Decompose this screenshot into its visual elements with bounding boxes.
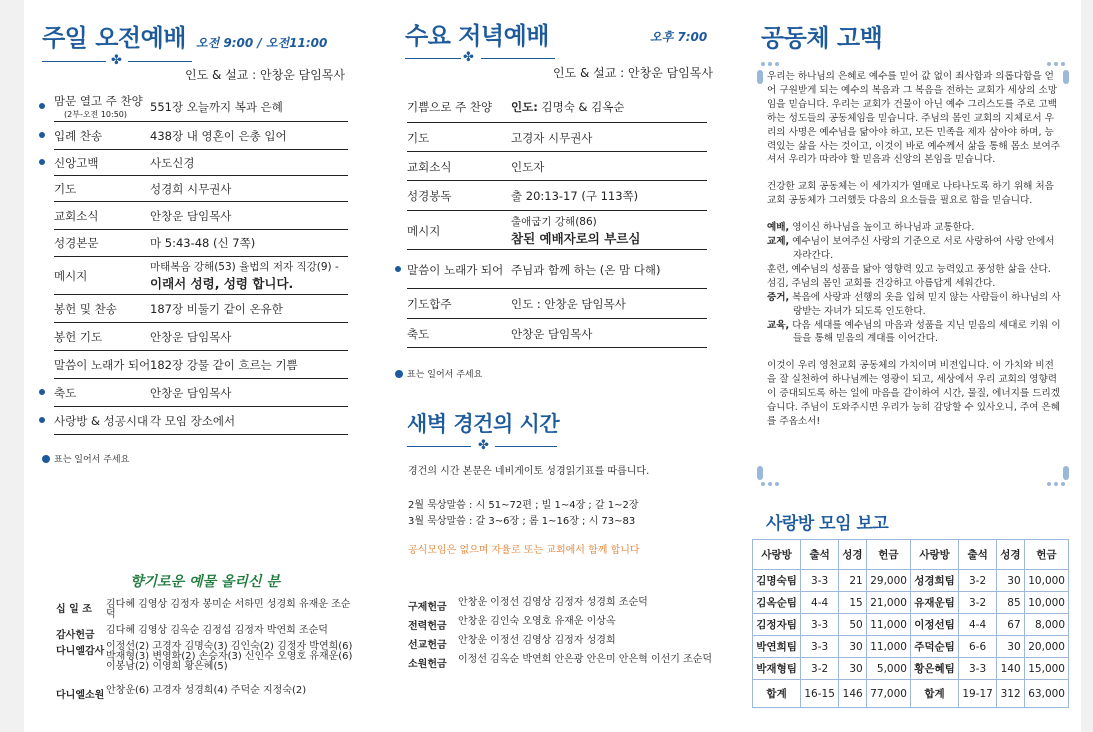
order-label <box>54 379 76 406</box>
confession-item <box>767 319 1063 347</box>
confession-paragraph-1: 우리는 하나님의 은혜로 예수를 믿어 값 없이 죄사함과 의롭다함을 얻어 구원받게 되는 예수의 복음과 그 복음을 전하는 교회가 세상의 소망임을 믿습니다. 우리는 교회가 건물이 아닌 예수 그리스도를 주로 고백하는 성도들의 공동체임을 믿습니다. 주님의 몸인 교회의 지체로서 우리의 사명은 예수님을 닮아야 하고, 모든 민족을 제자 삼아야 하며, 능력있는 삶을 사는 것이고, 이것이 바로 예수께서 삶을 통해 몸소 보여주셔서 우리가 따라야 할 믿음과 신앙의 본임을 믿습니다. <box>767 71 1061 166</box>
order-value-text: 안창운 담임목사 <box>150 208 232 223</box>
order-value <box>511 92 624 122</box>
report-row <box>753 636 1069 658</box>
wednesday-order-row <box>407 153 707 181</box>
confession-item-key: 교육, <box>767 319 790 331</box>
sunday-order-row <box>54 122 348 150</box>
confession-item-text: 훈련, 예수님의 성품을 닮아 영향력 있고 능력있고 풍성한 삶을 산다. <box>767 263 1051 275</box>
report-cell: 김옥순팀 <box>753 592 801 614</box>
report-header-cell: 출석 <box>801 540 839 570</box>
order-label <box>54 150 98 175</box>
report-header-row <box>753 540 1069 570</box>
order-label: 메시지 <box>407 223 441 238</box>
order-value-text: 인도 : 안창운 담임목사 <box>511 297 626 311</box>
frame-dots <box>1047 482 1065 486</box>
confession-item-text: 예수님이 보여주신 사랑의 기준으로 서로 사랑하여 사랑 안에서 자라간다. <box>789 236 1055 261</box>
report-row <box>753 570 1069 592</box>
frame-pill <box>757 70 763 84</box>
report-cell: 312 <box>997 680 1025 708</box>
report-cell: 김정자팀 <box>753 614 801 636</box>
order-value-text: 안창운 담임목사 <box>511 326 593 341</box>
sunday-order-row <box>54 351 348 379</box>
report-cell: 김명숙팀 <box>753 570 801 592</box>
sunday-order-row <box>54 150 348 176</box>
report-cell: 140 <box>997 658 1025 680</box>
report-header-cell: 헌금 <box>1024 540 1068 570</box>
order-label-text: 성경본문 <box>54 236 99 250</box>
sunday-order-row <box>54 257 348 295</box>
confession-item-text: 영이신 하나님을 높이고 하나님과 교통한다. <box>789 222 975 234</box>
report-cell: 3-2 <box>801 658 839 680</box>
sunday-preacher: 인도 & 설교 : 안창운 담임목사 <box>185 68 345 82</box>
report-cell: 3-3 <box>801 636 839 658</box>
frame-dots <box>1047 62 1065 66</box>
sunday-order-row <box>54 230 348 257</box>
order-value-text: 187장 비둘기 같이 온유한 <box>150 301 283 316</box>
order-value-lead: 인도: <box>511 100 538 114</box>
confession-item-text: 복음에 사랑과 선행의 옷을 입혀 믿지 않는 사람들이 하나님의 사랑받는 자녀가 되도록 인도한다. <box>789 291 1061 317</box>
order-label-text: 메시지 <box>54 268 88 283</box>
order-value-text: 안창운 담임목사 <box>150 329 232 344</box>
offerings-list <box>408 598 728 674</box>
sunday-note <box>42 452 129 465</box>
order-value <box>150 257 339 294</box>
order-value-text: 출애굽기 강해(86) <box>511 216 597 228</box>
report-cell: 10,000 <box>1024 570 1068 592</box>
confession-item-key: 교제, <box>767 236 790 248</box>
frame-dots <box>761 482 779 486</box>
report-cell: 8,000 <box>1024 614 1068 636</box>
report-cell: 합계 <box>753 680 801 708</box>
order-value-text: 출 20:13-17 (구 113쪽) <box>511 189 639 203</box>
report-cell: 성경희팀 <box>910 570 958 592</box>
sunday-order-row <box>54 379 348 407</box>
offering-row <box>408 597 728 613</box>
confession-paragraph-3: 이것이 우리 영천교회 공동체의 가치이며 비전입니다. 이 가치와 비전을 잘 실천하여 하나님께는 영광이 되고, 세상에서 우리 교회의 영향력이 증대되도록 하는 일에 마음을 같이하여 시간, 물질, 에너지를 드리겠습니다. 주님이 도와주시면 우리가 능히 감당할 수 있사오니, 주여 은혜를 주옵소서! <box>767 360 1061 427</box>
confession-title: 공동체 고백 <box>761 24 883 52</box>
order-value <box>150 230 255 256</box>
wednesday-preacher: 인도 & 설교 : 안창운 담임목사 <box>553 66 713 80</box>
divider-ornament <box>405 50 555 65</box>
giver-row <box>56 685 356 701</box>
giver-row <box>56 600 356 620</box>
report-cell: 합계 <box>910 680 958 708</box>
order-label <box>54 230 98 256</box>
wednesday-title: 수요 저녁예배 <box>405 22 549 50</box>
frame-pill <box>757 466 763 480</box>
order-label <box>54 176 76 201</box>
report-cell: 황은혜팀 <box>910 658 958 680</box>
order-label-text: 신앙고백 <box>54 155 99 170</box>
dawn-line2: 2월 묵상말씀 : 시 51~72편 ; 빌 1~4장 ; 갈 1~2장 <box>408 500 639 511</box>
offering-category: 소원헌금 <box>408 659 447 670</box>
report-cell: 11,000 <box>866 636 910 658</box>
offering-names: 안창운 김인숙 오영호 유재운 이상옥 <box>458 616 616 627</box>
confession-item <box>767 221 1063 235</box>
order-value-emphasis: 이래서 성령, 성령 합니다. <box>150 276 294 291</box>
confession-item <box>767 235 1063 263</box>
offering-category: 전력헌금 <box>408 621 447 632</box>
report-cell: 16-15 <box>801 680 839 708</box>
confession-item <box>767 263 1063 277</box>
offering-names: 안창운 이정선 김영상 김정자 성경희 <box>458 635 616 646</box>
order-label-text: 교회소식 <box>54 208 99 223</box>
order-value <box>511 182 638 210</box>
sunday-order-row <box>54 407 348 435</box>
givers-list <box>56 600 356 702</box>
report-cell: 3-3 <box>801 570 839 592</box>
dawn-line3: 3월 묵상말씀 : 갈 3~6장 ; 롬 1~16장 ; 시 73~83 <box>408 516 636 527</box>
wednesday-order-row <box>407 251 707 289</box>
wednesday-note-text: 표는 일어서 주세요 <box>407 370 483 380</box>
report-cell: 30 <box>839 636 867 658</box>
order-value <box>511 124 592 151</box>
order-label-text: 봉헌 기도 <box>54 329 103 344</box>
wednesday-order-row <box>407 92 707 123</box>
report-header-cell: 성경 <box>839 540 867 570</box>
report-table <box>752 539 1069 708</box>
report-cell: 이정선팀 <box>910 614 958 636</box>
report-cell: 15 <box>839 592 867 614</box>
confession-text <box>767 70 1063 429</box>
confession-item <box>767 277 1063 291</box>
sunday-note-text: 표는 일어서 주세요 <box>54 455 130 465</box>
sunday-time: 오전 9:00 / 오전11:00 <box>196 36 328 50</box>
order-label <box>54 351 150 378</box>
report-cell: 20,000 <box>1024 636 1068 658</box>
order-value-text: 마태복음 강해(53) 율법의 저자 직강(9) - <box>150 261 339 273</box>
report-header-cell: 사랑방 <box>910 540 958 570</box>
order-value-text: 사도신경 <box>150 155 195 170</box>
dawn-title: 새벽 경건의 시간 <box>407 412 560 436</box>
order-value <box>150 295 283 322</box>
order-label <box>54 295 117 322</box>
giver-category: 십 일 조 <box>56 604 92 615</box>
report-cell: 30 <box>839 658 867 680</box>
order-label <box>54 257 87 294</box>
report-cell: 146 <box>839 680 867 708</box>
sunday-title: 주일 오전예배 <box>42 24 186 52</box>
clover-icon: ✤ <box>463 50 474 65</box>
bullet-icon <box>42 455 50 463</box>
report-cell: 63,000 <box>1024 680 1068 708</box>
report-header-cell: 출석 <box>959 540 997 570</box>
bullet-icon <box>395 266 401 272</box>
clover-icon: ✤ <box>478 438 489 453</box>
order-label: 기도 <box>407 130 430 145</box>
report-row <box>753 680 1069 708</box>
report-cell: 29,000 <box>866 570 910 592</box>
report-cell: 30 <box>997 636 1025 658</box>
sunday-order-row <box>54 92 348 122</box>
report-title: 사랑방 모임 보고 <box>766 514 889 534</box>
order-label-text: 맘문 열고 주 찬양 <box>54 94 143 108</box>
order-value-emphasis: 참된 예배자로의 부르심 <box>511 231 641 246</box>
giver-row <box>56 625 356 641</box>
order-value-text: 성경희 시무권사 <box>150 181 232 196</box>
giver-names: 김다혜 김영상 김정자 봉미순 서하민 성경희 유재운 조순덕 <box>106 599 351 620</box>
confession-item <box>767 291 1063 319</box>
order-value-text: 주님과 함께 하는 (온 맘 다해) <box>511 262 661 277</box>
order-label: 축도 <box>407 326 430 341</box>
report-cell: 21 <box>839 570 867 592</box>
bullet-icon <box>39 159 45 165</box>
confession-items <box>767 221 1063 346</box>
order-label-sub: (2부-오전 10:50) <box>64 110 128 119</box>
report-cell: 5,000 <box>866 658 910 680</box>
sunday-order-row <box>54 202 348 230</box>
giver-names: 김다혜 김영상 김옥순 김정섭 김정자 박연희 조순덕 <box>106 625 328 636</box>
order-label <box>54 407 148 434</box>
order-value <box>150 122 287 149</box>
report-cell: 유재운팀 <box>910 592 958 614</box>
order-value <box>511 153 544 180</box>
report-cell: 10,000 <box>1024 592 1068 614</box>
order-value <box>150 407 235 434</box>
order-label: 성경봉독 <box>407 189 452 203</box>
order-value <box>511 212 640 249</box>
report-cell: 박재형팀 <box>753 658 801 680</box>
report-cell: 85 <box>997 592 1025 614</box>
wednesday-order-row <box>407 212 707 250</box>
frame-pill <box>1063 466 1069 480</box>
report-cell: 3-3 <box>801 614 839 636</box>
order-value <box>150 202 231 229</box>
offering-names: 안창운 이정선 김영상 김정자 성경희 조순덕 <box>458 597 648 608</box>
order-value-text: 182장 강물 같이 흐르는 기쁨 <box>150 357 298 372</box>
confession-item-text: 섬김, 주님의 몸인 교회를 건강하고 아름답게 세워간다. <box>767 277 996 289</box>
wednesday-order-row <box>407 320 707 348</box>
order-value <box>150 379 231 406</box>
order-label-text: 말씀이 노래가 되어 <box>54 357 151 372</box>
order-value-text: 551장 오늘까지 복과 은혜 <box>150 99 283 114</box>
giver-category: 다니엘소원 <box>56 690 105 701</box>
report-row <box>753 592 1069 614</box>
order-label: 교회소식 <box>407 159 452 174</box>
order-value-text: 마 5:43-48 (신 7쪽) <box>150 236 256 250</box>
order-value-text: 고경자 시무권사 <box>511 130 593 145</box>
report-cell: 3-3 <box>959 658 997 680</box>
report-header-cell: 사랑방 <box>753 540 801 570</box>
order-label: 기쁨으로 주 찬양 <box>407 100 493 114</box>
order-label <box>54 92 143 121</box>
sunday-order-row <box>54 295 348 323</box>
report-cell: 77,000 <box>866 680 910 708</box>
givers-title: 향기로운 예물 올리신 분 <box>130 574 280 590</box>
frame-dots <box>761 62 779 66</box>
report-header-cell: 성경 <box>997 540 1025 570</box>
report-header-cell: 헌금 <box>866 540 910 570</box>
wednesday-time: 오후 7:00 <box>650 30 708 44</box>
giver-category: 다니엘감사 <box>56 646 105 657</box>
bullet-icon <box>39 103 45 109</box>
offering-category: 선교헌금 <box>408 640 447 651</box>
wednesday-order-row <box>407 182 707 211</box>
order-value <box>150 176 231 201</box>
order-label-text: 입례 찬송 <box>54 128 103 143</box>
report-cell: 19-17 <box>959 680 997 708</box>
report-row <box>753 614 1069 636</box>
report-cell: 50 <box>839 614 867 636</box>
order-label <box>54 202 98 229</box>
report-cell: 4-4 <box>959 614 997 636</box>
order-label-text: 기도 <box>54 181 77 196</box>
bullet-icon <box>395 370 403 378</box>
report-cell: 박연희팀 <box>753 636 801 658</box>
order-value-text: 인도자 <box>511 159 545 174</box>
bullet-icon <box>39 417 45 423</box>
report-cell: 15,000 <box>1024 658 1068 680</box>
report-row <box>753 658 1069 680</box>
sunday-order-row <box>54 323 348 351</box>
wednesday-order-row <box>407 124 707 152</box>
giver-row <box>56 642 356 672</box>
divider-ornament <box>42 53 192 68</box>
order-value <box>150 351 298 378</box>
offering-row <box>408 635 728 651</box>
order-label: 기도합주 <box>407 297 452 311</box>
order-value-text: 안창운 담임목사 <box>150 385 232 400</box>
confession-item-key: 증거, <box>767 291 790 303</box>
order-value-text: 438장 내 영혼이 은총 입어 <box>150 128 287 143</box>
order-value <box>511 290 626 318</box>
report-cell: 67 <box>997 614 1025 636</box>
confession-box <box>757 60 1069 490</box>
order-label: 말씀이 노래가 되어 <box>407 262 504 277</box>
giver-names: 안창운(6) 고경자 성경희(4) 주덕순 지정숙(2) <box>106 685 307 696</box>
clover-icon: ✤ <box>111 53 122 68</box>
offering-row <box>408 654 728 670</box>
wednesday-order-row <box>407 290 707 319</box>
order-label-text: 축도 <box>54 385 77 400</box>
order-value <box>150 92 283 121</box>
frame-pill <box>1063 70 1069 84</box>
giver-names: 이정선(2) 고경자 김명숙(3) 김인숙(2) 김정자 박연희(6) 박재형(3) 변영화(2) 손승자(3) 신인수 오영호 유재운(6) 이봉남(2) 이영희 황은혜(5) <box>106 641 353 672</box>
bullet-icon <box>39 132 45 138</box>
divider-ornament <box>407 438 557 453</box>
order-label-text: 봉헌 및 찬송 <box>54 301 117 316</box>
report-cell: 4-4 <box>801 592 839 614</box>
report-cell: 11,000 <box>866 614 910 636</box>
order-value <box>150 323 231 350</box>
offering-category: 구제헌금 <box>408 602 447 613</box>
order-value-text: 김명숙 & 김옥순 <box>537 100 625 114</box>
offering-row <box>408 616 728 632</box>
report-cell: 주덕순팀 <box>910 636 958 658</box>
report-cell: 21,000 <box>866 592 910 614</box>
report-cell: 3-2 <box>959 592 997 614</box>
dawn-line4: 공식모임은 없으며 자율로 또는 교회에서 함께 합니다 <box>408 545 640 556</box>
order-label-text: 사랑방 & 성공시대 <box>54 413 149 428</box>
giver-category: 감사헌금 <box>56 630 95 641</box>
sunday-order-row <box>54 176 348 202</box>
dawn-line1: 경건의 시간 본문은 네비게이토 성경읽기표를 따릅니다. <box>408 466 650 477</box>
confession-paragraph-2: 건강한 교회 공동체는 이 세가지가 열매로 나타나도록 하기 위해 처음 교회 공동체가 그러했듯 다음의 요소들을 필요로 함을 믿습니다. <box>767 181 1054 207</box>
order-value-text: 각 모임 장소에서 <box>150 413 236 428</box>
report-cell: 3-2 <box>959 570 997 592</box>
wednesday-note <box>395 367 482 380</box>
order-value <box>511 320 592 347</box>
confession-item-key: 예배, <box>767 222 790 234</box>
offering-names: 이정선 김옥순 박연희 안은광 안은미 안은혁 이선기 조순덕 <box>458 654 713 665</box>
confession-item-text: 다음 세대를 예수님의 마음과 성품을 지닌 믿음의 세대로 키워 이들을 통해 믿음의 계대를 이어간다. <box>789 319 1061 345</box>
bullet-icon <box>39 389 45 395</box>
bulletin-page <box>24 0 1081 732</box>
order-value <box>150 150 194 175</box>
order-label <box>54 323 102 350</box>
order-label <box>54 122 102 149</box>
report-cell: 6-6 <box>959 636 997 658</box>
order-value <box>511 251 660 288</box>
report-cell: 30 <box>997 570 1025 592</box>
